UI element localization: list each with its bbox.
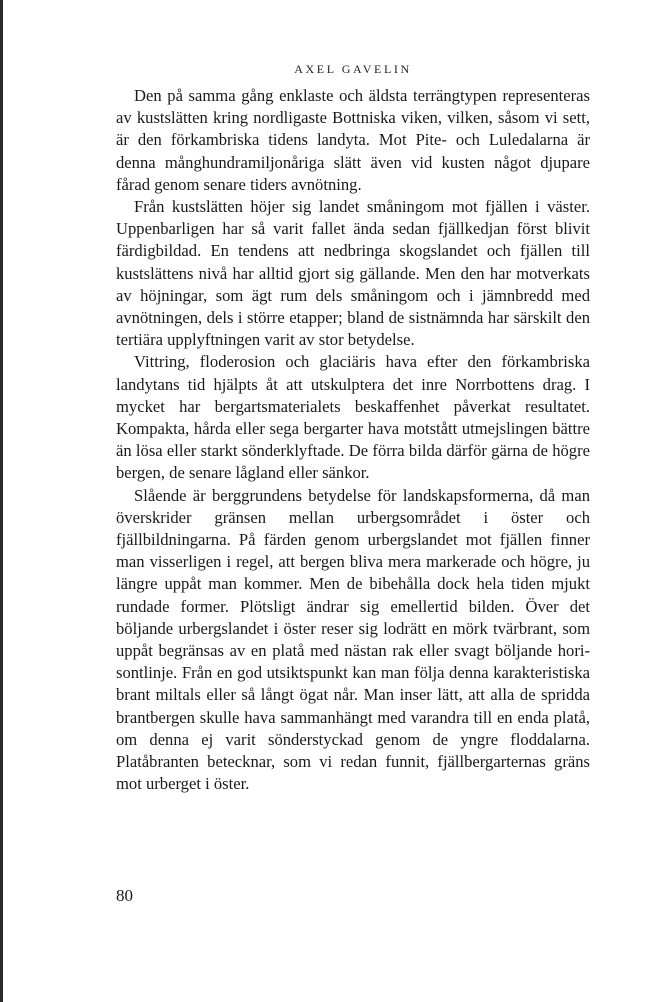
paragraph: Den på samma gång enklaste och äldsta terrängtypen representeras av kustslätten kring nordligaste Bottniska viken, vilken, såsom vi sett, är den förkambriska tidens landyta. Mot Pite- och Luledalarna är denna månghundramiljonåriga slätt även vid kusten något djupare fårad genom senare tiders avnötning. [116, 86, 590, 194]
book-page [116, 62, 590, 796]
paragraph: Från kustslätten höjer sig landet småningom mot fjällen i väster. Uppenbarligen har så varit fallet ända sedan fjällkedjan först blivit färdigbildad. En tendens att nedbringa skogslandet och fjällen till kustslättens nivå har alltid gjort sig gällande. Men den har motverkats av höjningar, som ägt rum dels småningom och i jämnbredd med avnötningen, dels i större etapper; bland de sistnämnda har särskilt den tertiära upplyftningen varit av stor betydelse. [116, 197, 590, 350]
running-head: AXEL GAVELIN [294, 62, 412, 76]
paragraph: Vittring, floderosion och glaciäris hava efter den förkambriska landytans tid hjälpts åt att utskulptera det inre Norrbottens drag. I mycket har bergartsmaterialets beskaffenhet påverkat resultatet. Kompakta, hårda eller sega bergarter hava motstått utmejslingen bättre än lösa eller starkt sönderklyftade. De förra bilda därför gärna de högre bergen, de senare lågland eller sänkor. [116, 352, 590, 483]
page-edge-rule [0, 0, 3, 1002]
paragraph: Slående är berggrundens betydelse för landskapsformerna, då man överskrider gränsen mellan urbergsområdet i öster och fjällbildningarna. På färden genom urbergslandet mot fjällen finner man visserligen i regel, att bergen bliva mera markerade och högre, ju längre uppåt man kommer. Men de bibehålla dock hela tiden mjukt rundade former. Plötsligt ändrar sig emellertid bilden. Över det böljande urbergslandet i öster reser sig lodrätt en mörk tvärbrant, som uppåt begränsas av en platå med nästan rak eller svagt böljande horisontlinje. Från en god utsiktspunkt kan man följa denna karakteristiska brant miltals eller så långt ögat når. Man inser lätt, att alla de spridda brantbergen skulle hava sammanhängt med varandra till en enda platå, om denna ej varit sönderstyckad genom de yngre floddalarna. Platåbranten betecknar, som vi redan funnit, fjällbergarternas gräns mot urberget i öster. [116, 485, 590, 794]
body-text [116, 85, 590, 796]
page-number: 80 [116, 886, 133, 905]
